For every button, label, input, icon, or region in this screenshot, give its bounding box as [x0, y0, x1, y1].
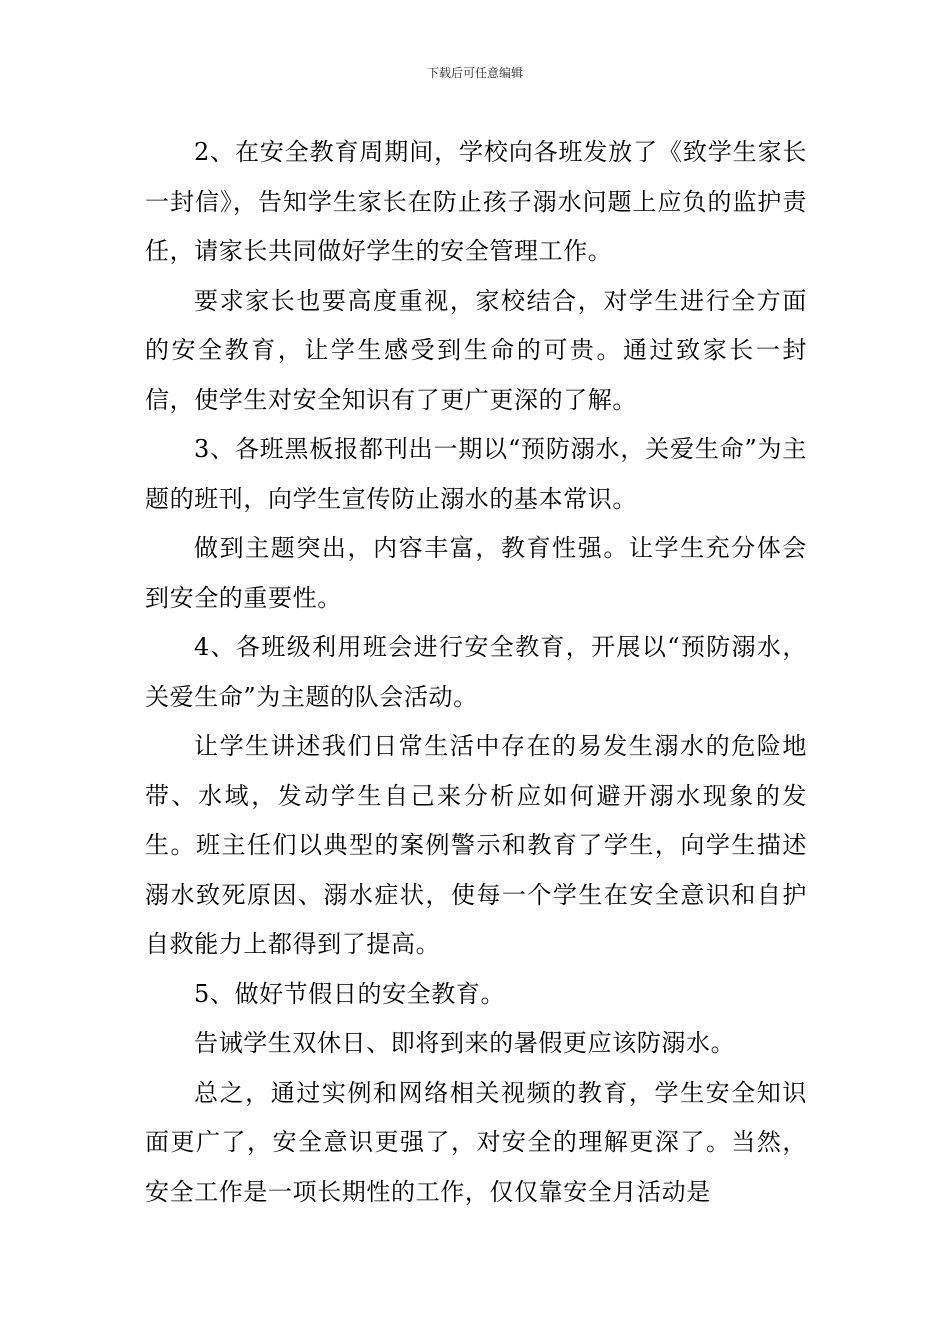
paragraph-summer-warning: 告诫学生双休日、即将到来的暑假更应该防溺水。 — [194, 1029, 736, 1057]
page-header-note: 下载后可任意编辑 — [426, 66, 523, 80]
paragraph-item-3-blackboard: 3、各班黑板报都刊出一期以“预防溺水，关爱生命”为主题的班刊，向学生宣传防止溺水的基本常识。 — [145, 435, 807, 513]
paragraph-danger-areas: 让学生讲述我们日常生活中存在的易发生溺水的危险地带、水域，发动学生自己来分析应如何避开溺水现象的发生。班主任们以典型的案例警示和教育了学生，向学生描述溺水致死原因、溺水症状，使每一个学生在安全意识和自护自救能力上都得到了提高。 — [145, 732, 807, 958]
paragraph-item-5-holiday: 5、做好节假日的安全教育。 — [194, 979, 506, 1008]
paragraph-parent-cooperation: 要求家长也要高度重视，家校结合，对学生进行全方面的安全教育，让学生感受到生命的可贵。通过致家长一封信，使学生对安全知识有了更广更深的了解。 — [145, 286, 807, 414]
paragraph-item-4-class-meeting: 4、各班级利用班会进行安全教育，开展以“预防溺水，关爱生命”为主题的队会活动。 — [145, 633, 807, 711]
paragraph-theme-effect: 做到主题突出，内容丰富，教育性强。让学生充分体会到安全的重要性。 — [145, 534, 807, 612]
paragraph-item-2-notice-letter: 2、在安全教育周期间，学校向各班发放了《致学生家长一封信》，告知学生家长在防止孩子溺水问题上应负的监护责任，请家长共同做好学生的安全管理工作。 — [145, 138, 807, 265]
paragraph-summary: 总之，通过实例和网络相关视频的教育，学生安全知识面更广了，安全意识更强了，对安全的理解更深了。当然，安全工作是一项长期性的工作，仅仅靠安全月活动是 — [145, 1078, 807, 1206]
document-body — [145, 128, 807, 1217]
